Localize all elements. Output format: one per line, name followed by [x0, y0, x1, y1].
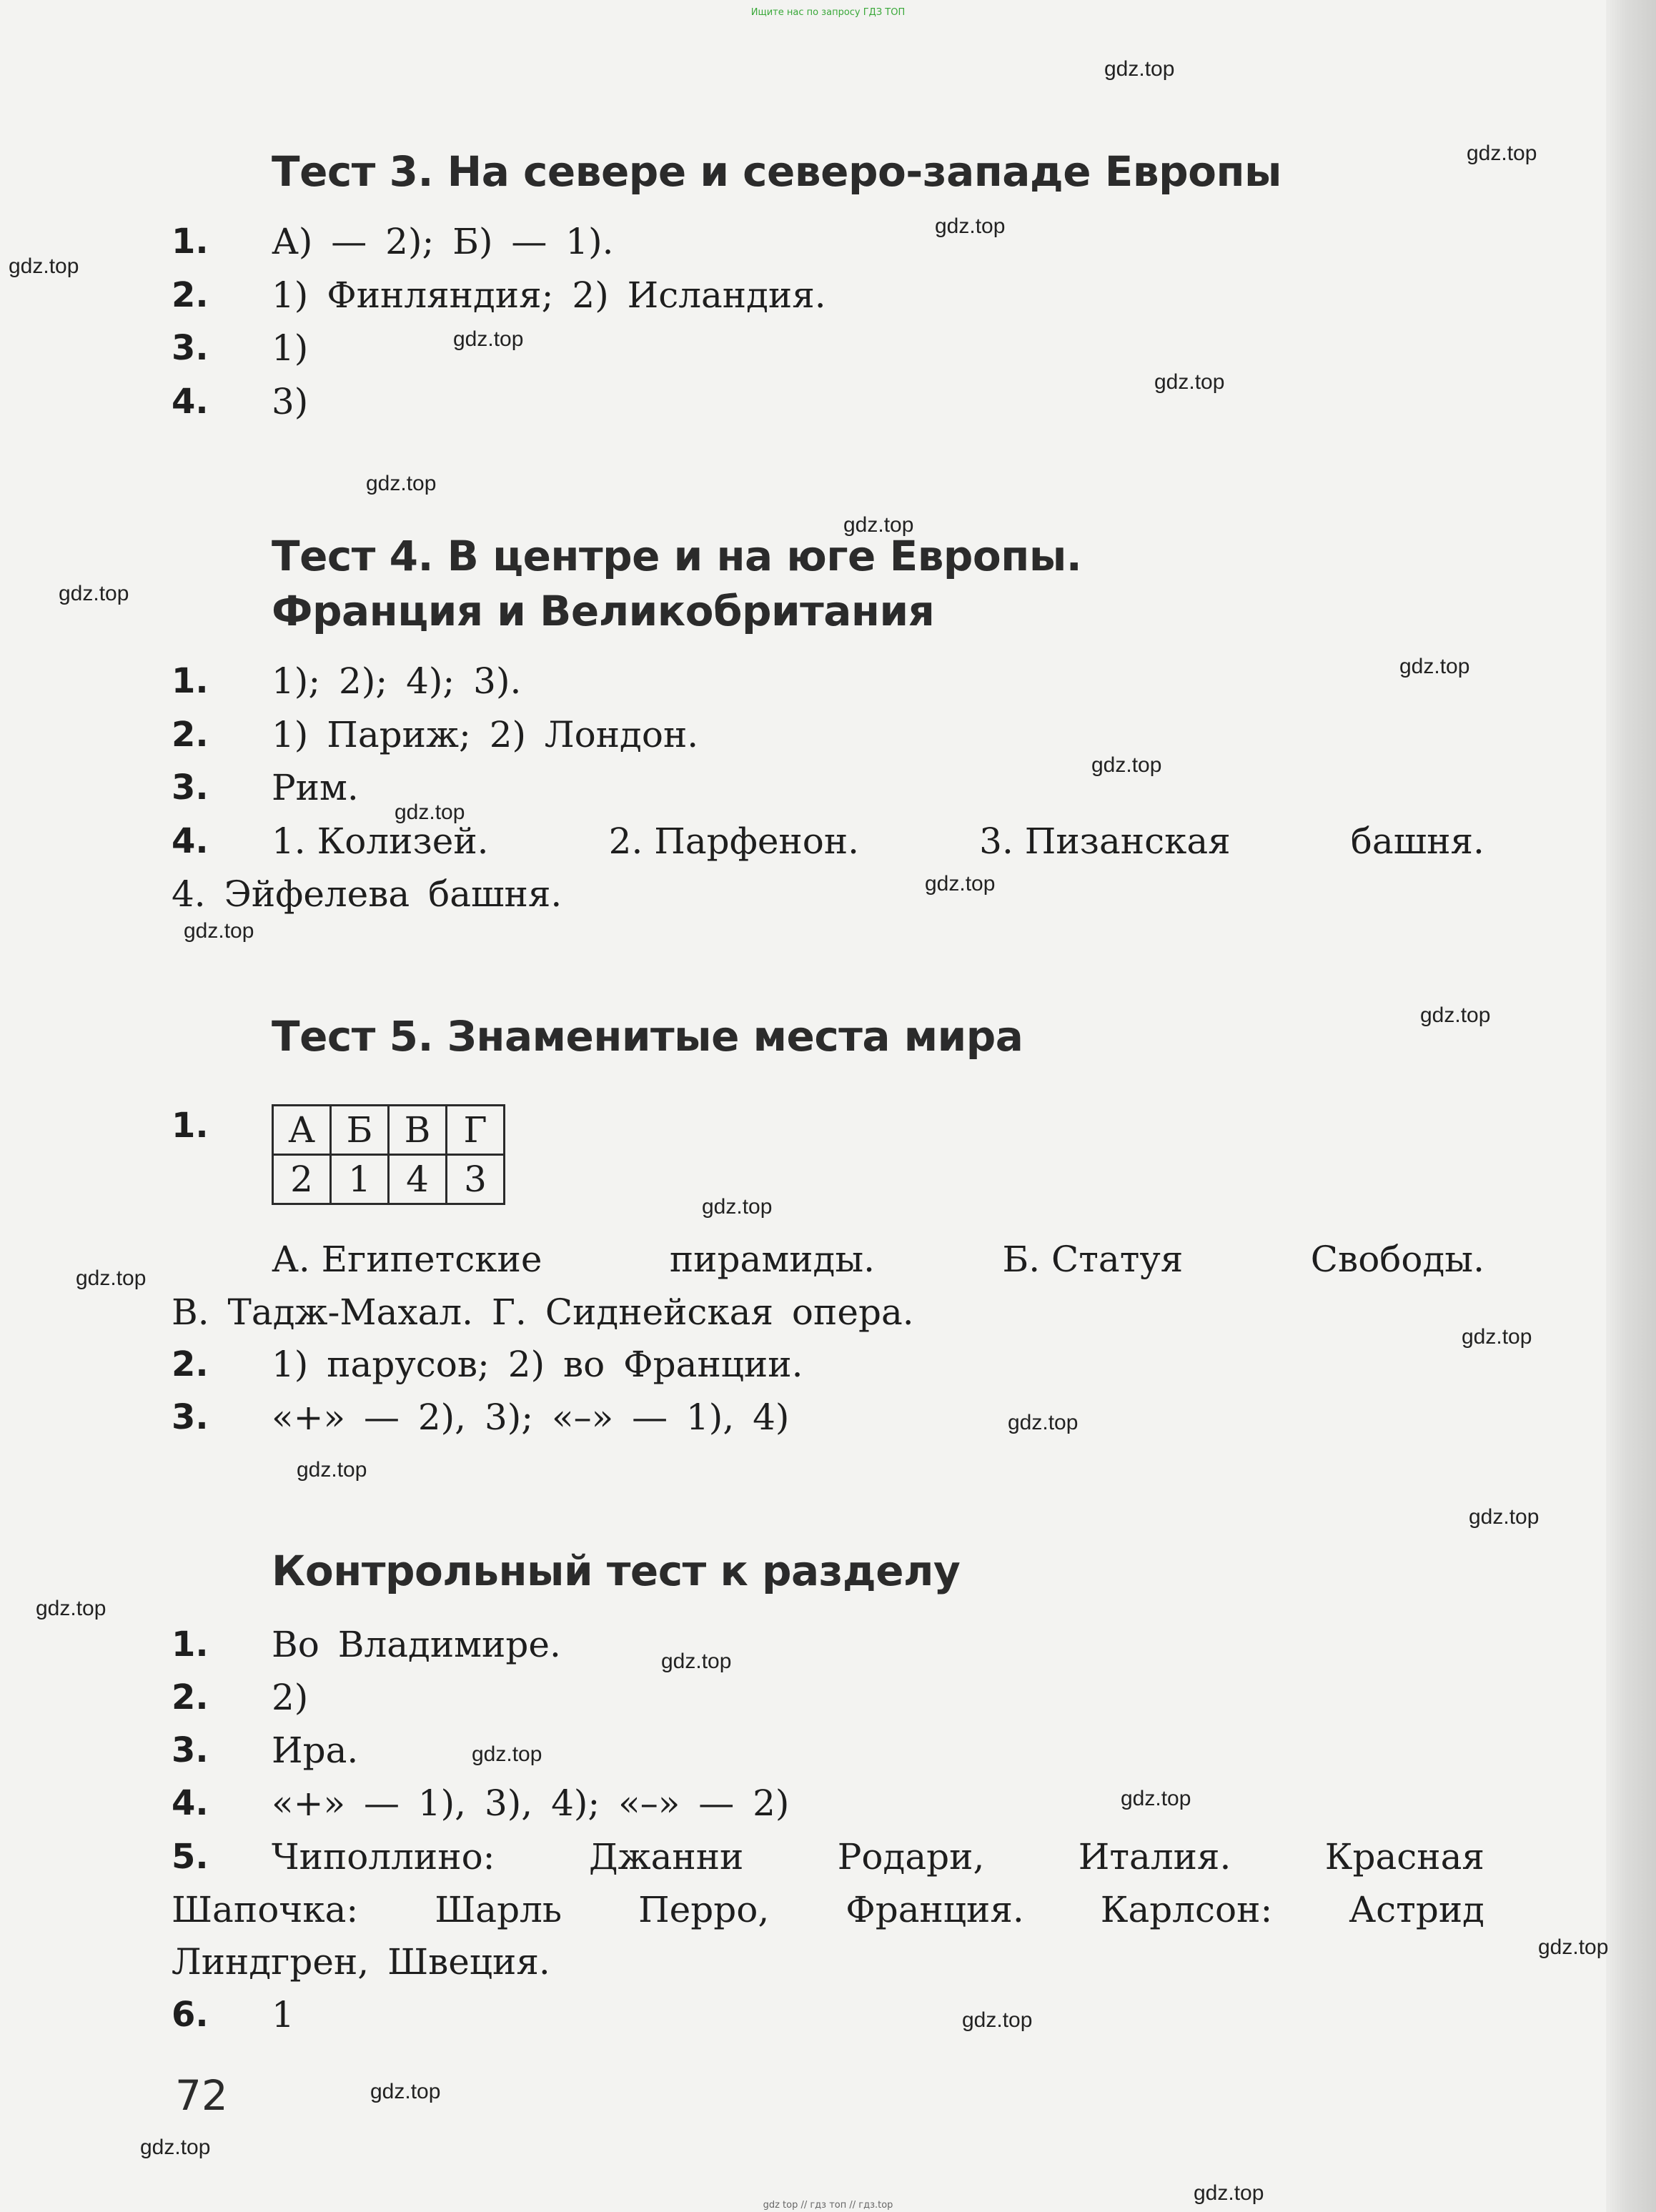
- item-answer: А) — 2); Б) — 1).: [272, 221, 614, 262]
- item-number: 3.: [172, 1730, 209, 1770]
- control-item: [172, 1778, 1484, 1828]
- item-number: 2.: [172, 275, 209, 315]
- watermark: gdz.top: [9, 254, 79, 278]
- test4-item: [172, 763, 1484, 813]
- item-number: 4.: [172, 382, 209, 422]
- item-number: 1.: [172, 1106, 209, 1146]
- test4-heading-line1: Тест 4. В центре и на юге Европы.: [272, 532, 1082, 580]
- item-number: 3.: [172, 328, 209, 368]
- watermark: gdz.top: [925, 872, 996, 896]
- watermark: gdz.top: [59, 582, 129, 605]
- control-item: [172, 1620, 1484, 1670]
- answer-text: В. Тадж-Махал. Г. Сиднейская опера.: [172, 1291, 914, 1333]
- answer-word: 2. Парфенон.: [608, 820, 860, 862]
- test5-item: [172, 1339, 1484, 1389]
- control-item: [172, 1672, 1484, 1722]
- watermark: gdz.top: [184, 919, 254, 943]
- table-header-cell: Б: [331, 1106, 389, 1155]
- answer-word: Джанни: [588, 1836, 744, 1878]
- item-answer: «+» — 1), 3), 4); «–» — 2): [272, 1782, 790, 1824]
- watermark: gdz.top: [76, 1266, 147, 1290]
- answer-word: Родари,: [837, 1836, 985, 1878]
- table-value-cell: 4: [389, 1155, 447, 1204]
- item-answer: 1) Финляндия; 2) Исландия.: [272, 274, 826, 316]
- item-answer: 2): [272, 1677, 309, 1718]
- table-header-cell: Г: [447, 1106, 505, 1155]
- watermark: gdz.top: [843, 513, 914, 537]
- watermark: gdz.top: [472, 1742, 542, 1766]
- table-header-cell: В: [389, 1106, 447, 1155]
- item-number: 1.: [172, 222, 209, 262]
- item-answer: 1) парусов; 2) во Франции.: [272, 1344, 803, 1385]
- item-answer: 1) Париж; 2) Лондон.: [272, 714, 699, 755]
- item-number: 2.: [172, 715, 209, 755]
- answer-word: Карлсон:: [1100, 1889, 1273, 1930]
- answer-text: Линдгрен, Швеция.: [172, 1941, 550, 1983]
- watermark: gdz.top: [1154, 370, 1225, 394]
- answer-table-header-row: [273, 1106, 505, 1155]
- top-banner: Ищите нас по запросу ГДЗ ТОП: [750, 7, 906, 18]
- watermark: gdz.top: [366, 472, 437, 495]
- answer-word: пирамиды.: [669, 1239, 876, 1280]
- page-number: 72: [175, 2071, 228, 2120]
- answer-word: Шарль: [435, 1889, 562, 1930]
- answer-word: Красная: [1324, 1836, 1484, 1878]
- watermark: gdz.top: [1399, 655, 1470, 678]
- item-answer: 1: [272, 1994, 294, 2035]
- watermark: gdz.top: [962, 2008, 1033, 2032]
- watermark: gdz.top: [140, 2136, 211, 2159]
- answer-word: 3. Пизанская: [979, 820, 1231, 862]
- answer-word: Астрид: [1349, 1889, 1484, 1930]
- test4-item: [172, 710, 1484, 760]
- answer-word: Франция.: [846, 1889, 1024, 1930]
- item-number: 3.: [172, 768, 209, 808]
- item-answer: 1); 2); 4); 3).: [272, 660, 522, 702]
- watermark: gdz.top: [297, 1458, 367, 1482]
- table-header-cell: А: [273, 1106, 331, 1155]
- watermark: gdz.top: [395, 800, 465, 824]
- bottom-banner: gdz top // гдз топ // гдз.top: [763, 2200, 893, 2211]
- watermark: gdz.top: [702, 1195, 773, 1219]
- test4-heading-line2: Франция и Великобритания: [272, 587, 935, 635]
- control-item-5-line3: [172, 1937, 1484, 1987]
- item-number: 5.: [172, 1837, 209, 1877]
- watermark: gdz.top: [1462, 1325, 1532, 1349]
- control-test-heading: Контрольный тест к разделу: [272, 1547, 961, 1595]
- item-number: 6.: [172, 1995, 209, 2035]
- test3-item: [172, 377, 1484, 427]
- test3-item: [172, 323, 1484, 373]
- control-item: [172, 1725, 1484, 1775]
- item-number: 3.: [172, 1397, 209, 1437]
- answer-word: Свободы.: [1310, 1239, 1484, 1280]
- watermark: gdz.top: [453, 327, 524, 351]
- test4-item-4-line2: [172, 869, 1484, 919]
- table-value-cell: 1: [331, 1155, 389, 1204]
- answer-text: 4. Эйфелева башня.: [172, 873, 562, 915]
- item-number: 4.: [172, 1783, 209, 1823]
- control-item: [172, 1990, 1484, 2040]
- watermark: gdz.top: [1104, 57, 1175, 81]
- watermark: gdz.top: [1194, 2181, 1264, 2205]
- item-number: 1.: [172, 1625, 209, 1665]
- item-answer: Ира.: [272, 1730, 359, 1771]
- watermark: gdz.top: [1420, 1003, 1491, 1027]
- watermark: gdz.top: [935, 214, 1006, 238]
- test3-item: [172, 217, 1484, 267]
- watermark: gdz.top: [1008, 1411, 1079, 1434]
- watermark: gdz.top: [1467, 142, 1537, 165]
- answer-word: Италия.: [1078, 1836, 1231, 1878]
- test5-item: [172, 1392, 1484, 1442]
- table-value-cell: 3: [447, 1155, 505, 1204]
- watermark: gdz.top: [661, 1650, 732, 1673]
- test5-desc-line1: [172, 1234, 1484, 1284]
- item-answer: «+» — 2), 3); «–» — 1), 4): [272, 1397, 790, 1438]
- answer-word: Чиполлино:: [272, 1836, 495, 1878]
- answer-word: 1. Колизей.: [272, 820, 489, 862]
- answer-table-value-row: [273, 1155, 505, 1204]
- test4-item-4-line1: [172, 816, 1484, 866]
- answer-word: Перро,: [638, 1889, 770, 1930]
- watermark: gdz.top: [370, 2080, 441, 2103]
- item-number: 4.: [172, 821, 209, 861]
- answer-word: Шапочка:: [172, 1889, 359, 1930]
- item-number: 1.: [172, 661, 209, 701]
- item-number: 2.: [172, 1677, 209, 1717]
- answer-word: Б. Статуя: [1002, 1239, 1184, 1280]
- item-answer: 1): [272, 327, 309, 369]
- item-number: 2.: [172, 1344, 209, 1384]
- control-item-5-line1: [172, 1832, 1484, 1882]
- watermark: gdz.top: [1091, 753, 1162, 777]
- watermark: gdz.top: [36, 1597, 106, 1620]
- watermark: gdz.top: [1538, 1935, 1609, 1959]
- test5-desc-line2: [172, 1287, 1484, 1337]
- answer-word: А. Египетские: [272, 1239, 542, 1280]
- watermark: gdz.top: [1121, 1787, 1191, 1810]
- test3-heading: Тест 3. На севере и северо-западе Европы: [272, 147, 1282, 196]
- control-item-5-line2: [172, 1885, 1484, 1935]
- item-answer: Рим.: [272, 767, 359, 808]
- answer-table: [272, 1104, 505, 1205]
- test5-heading: Тест 5. Знаменитые места мира: [272, 1012, 1023, 1061]
- answer-word: башня.: [1350, 820, 1484, 862]
- item-answer: 3): [272, 381, 309, 422]
- watermark: gdz.top: [1469, 1505, 1540, 1529]
- page-edge-shadow: [1606, 0, 1656, 2212]
- table-value-cell: 2: [273, 1155, 331, 1204]
- test4-item: [172, 656, 1484, 706]
- test3-item: [172, 270, 1484, 320]
- item-answer: Во Владимире.: [272, 1624, 561, 1665]
